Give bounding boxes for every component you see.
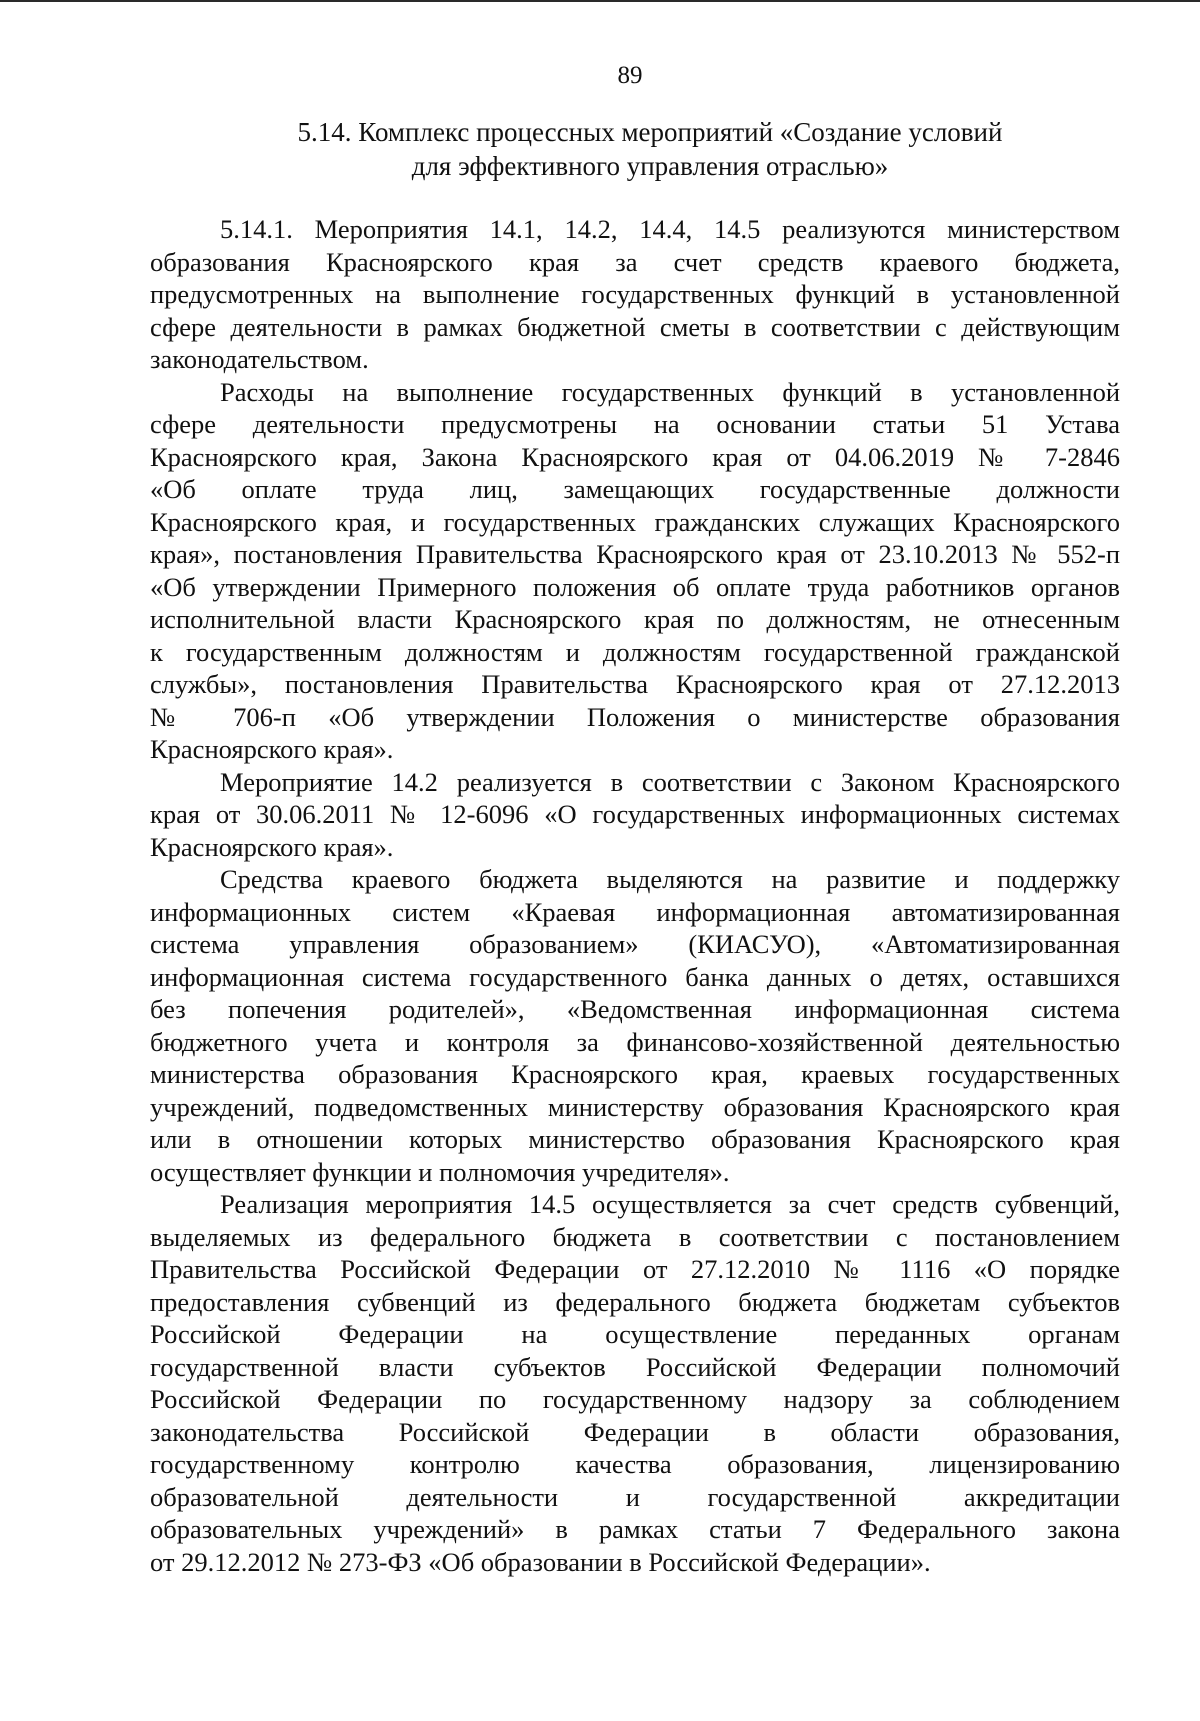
text-line: Правительства Российской Федерации от 27.12.2010 № 1116 «О порядке bbox=[150, 1254, 1120, 1284]
text-line: учреждений, подведомственных министерству образования Красноярского края bbox=[150, 1091, 1120, 1122]
text-line: Средства краевого бюджета выделяются на развитие и поддержку bbox=[220, 864, 1120, 894]
text-line: от 29.12.2012 № 273-ФЗ «Об образовании в Российской Федерации». bbox=[150, 1546, 931, 1577]
text-line: система управления образованием» (КИАСУО), «Автоматизированная bbox=[150, 929, 1120, 959]
text-line: Реализация мероприятия 14.5 осуществляется за счет средств субвенций, bbox=[220, 1189, 1120, 1219]
text-line: края от 30.06.2011 № 12-6096 «О государственных информационных системах bbox=[150, 799, 1120, 829]
section-heading bbox=[150, 115, 1150, 183]
text-line: Российской Федерации на осуществление переданных органам bbox=[150, 1319, 1120, 1349]
page-number: 89 bbox=[617, 62, 643, 89]
text-line: Красноярского края». bbox=[150, 831, 394, 862]
text-line: Красноярского края, и государственных гражданских служащих Красноярского bbox=[150, 506, 1120, 537]
text-line: «Об утверждении Примерного положения об оплате труда работников органов bbox=[150, 571, 1120, 602]
text-line: сфере деятельности предусмотрены на основании статьи 51 Устава bbox=[150, 409, 1120, 439]
text-line: информационная система государственного банка данных о детях, оставшихся bbox=[150, 961, 1120, 992]
document-body bbox=[150, 213, 1120, 1578]
text-line: службы», постановления Правительства Красноярского края от 27.12.2013 bbox=[150, 669, 1120, 699]
text-line: Мероприятие 14.2 реализуется в соответствии с Законом Красноярского bbox=[220, 766, 1120, 797]
text-line: осуществляет функции и полномочия учредителя». bbox=[150, 1156, 730, 1187]
text-line: образовательных учреждений» в рамках статьи 7 Федерального закона bbox=[150, 1514, 1120, 1544]
text-line: бюджетного учета и контроля за финансово-хозяйственной деятельностью bbox=[150, 1026, 1120, 1057]
text-line: № 706-п «Об утверждении Положения о министерстве образования bbox=[150, 701, 1120, 732]
text-line: министерства образования Красноярского края, краевых государственных bbox=[150, 1059, 1120, 1089]
section-heading-line-1: 5.14. Комплекс процессных мероприятий «Создание условий bbox=[297, 117, 1003, 147]
text-line: образовательной деятельности и государственной аккредитации bbox=[150, 1481, 1120, 1512]
text-line: предусмотренных на выполнение государственных функций в установленной bbox=[150, 279, 1120, 309]
text-line: Красноярского края». bbox=[150, 734, 394, 764]
text-line: предоставления субвенций из федерального бюджета бюджетам субъектов bbox=[150, 1286, 1120, 1317]
section-heading-line-2: для эффективного управления отраслью» bbox=[411, 151, 889, 181]
paragraph-activity-14-5 bbox=[150, 1188, 1120, 1578]
text-line: государственному контролю качества образования, лицензированию bbox=[150, 1449, 1120, 1479]
text-line: «Об оплате труда лиц, замещающих государственные должности bbox=[150, 474, 1120, 504]
text-line: государственной власти субъектов Российской Федерации полномочий bbox=[150, 1351, 1120, 1382]
paragraph-information-systems bbox=[150, 863, 1120, 1188]
text-line: или в отношении которых министерство образования Красноярского края bbox=[150, 1124, 1120, 1154]
text-line: законодательства Российской Федерации в области образования, bbox=[150, 1416, 1120, 1447]
text-line: выделяемых из федерального бюджета в соответствии с постановлением bbox=[150, 1221, 1120, 1252]
text-line: образования Красноярского края за счет средств краевого бюджета, bbox=[150, 246, 1120, 277]
text-line: информационных систем «Краевая информационная автоматизированная bbox=[150, 896, 1120, 927]
text-line: Красноярского края, Закона Красноярского края от 04.06.2019 № 7-2846 bbox=[150, 441, 1120, 472]
paragraph-activities-financing bbox=[150, 213, 1120, 376]
text-line: сфере деятельности в рамках бюджетной сметы в соответствии с действующим bbox=[150, 311, 1120, 342]
text-line: Расходы на выполнение государственных функций в установленной bbox=[220, 376, 1120, 407]
text-line: без попечения родителей», «Ведомственная информационная система bbox=[150, 994, 1120, 1024]
text-line: края», постановления Правительства Красноярского края от 23.10.2013 № 552-п bbox=[150, 539, 1120, 569]
paragraph-activity-14-2 bbox=[150, 766, 1120, 864]
paragraph-expenses-basis bbox=[150, 376, 1120, 766]
page-top-border bbox=[0, 0, 1200, 2]
text-line: Российской Федерации по государственному надзору за соблюдением bbox=[150, 1384, 1120, 1414]
text-line: исполнительной власти Красноярского края по должностям, не отнесенным bbox=[150, 604, 1120, 634]
text-line: к государственным должностям и должностям государственной гражданской bbox=[150, 636, 1120, 667]
text-line: 5.14.1. Мероприятия 14.1, 14.2, 14.4, 14.5 реализуются министерством bbox=[220, 214, 1120, 244]
text-line: законодательством. bbox=[150, 344, 369, 374]
